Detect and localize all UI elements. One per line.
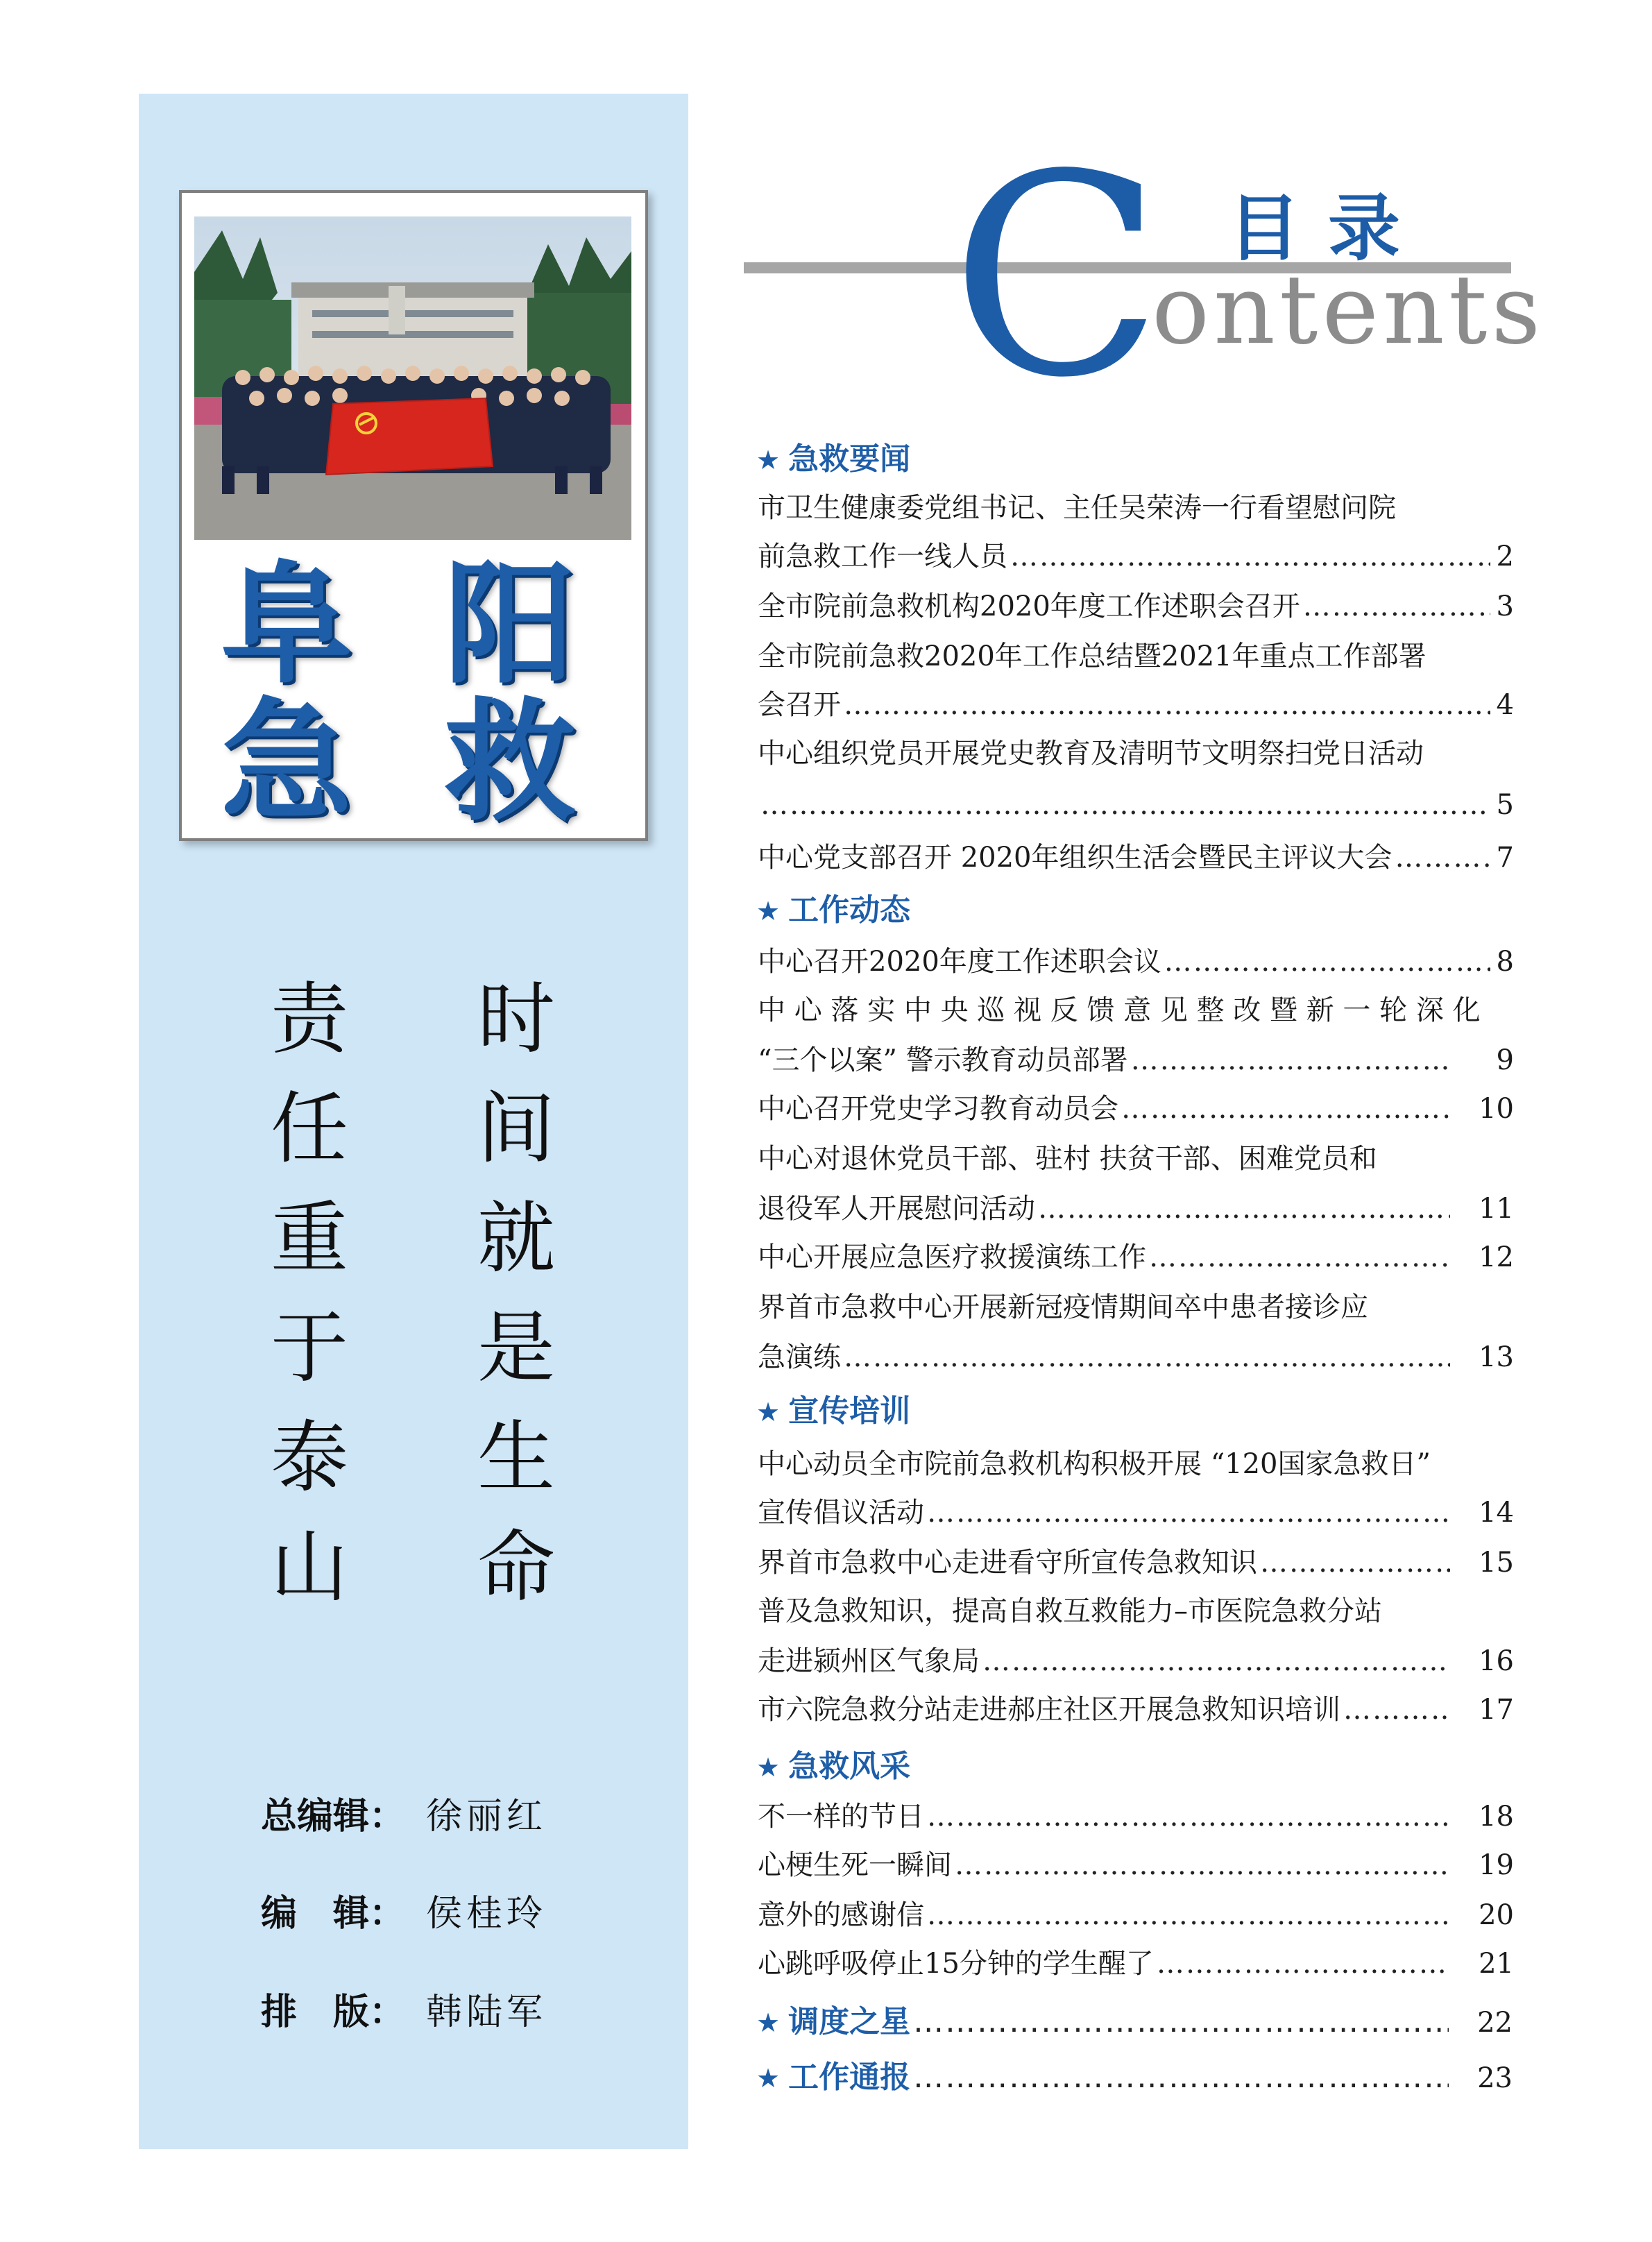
entry-text: 前急救工作一线人员: [758, 541, 1007, 572]
entry-text: 市卫生健康委党组书记、主任吴荣涛一行看望慰问院: [758, 492, 1396, 524]
star-icon: ★: [756, 1752, 781, 1783]
leader-dots: [844, 1336, 1450, 1378]
entry-text: 中心组织党员开展党史教育及清明节文明祭扫党日活动: [758, 738, 1424, 770]
toc-section-heading[interactable]: [756, 1746, 910, 1788]
toc-entry-line[interactable]: [758, 990, 1514, 1031]
motto-char: 时: [477, 974, 555, 1064]
credit-name: 徐丽红: [426, 1796, 547, 1837]
toc-section-heading[interactable]: [756, 890, 910, 932]
entry-text: 走进颍州区气象局: [758, 1645, 980, 1677]
group-photo-illustration: [194, 216, 631, 540]
motto-char: 泰: [271, 1413, 348, 1503]
page-number: 5: [1496, 789, 1514, 821]
toc-section-heading[interactable]: [756, 1391, 910, 1433]
toc-entry-line[interactable]: [758, 1844, 1514, 1886]
motto-char: 于: [271, 1303, 348, 1393]
credit-editor: [261, 1886, 547, 1942]
toc-entry-line[interactable]: [758, 684, 1514, 726]
entry-text: 中心党支部召开 2020年组织生活会暨民主评议大会: [758, 842, 1393, 874]
leader-dots: [1121, 1088, 1450, 1130]
star-icon: ★: [756, 2007, 781, 2038]
toc-section-heading[interactable]: [756, 2001, 1513, 2044]
section-title: 急救要闻: [788, 441, 911, 477]
toc-entry-line[interactable]: [758, 1088, 1514, 1130]
leader-dots: [1164, 941, 1490, 983]
leader-dots: [1395, 837, 1490, 878]
toc-entry-line[interactable]: [758, 733, 1514, 774]
toc-entry-line[interactable]: [758, 1796, 1514, 1837]
credit-label: 总编辑：: [261, 1796, 406, 1837]
group-photo: [194, 216, 631, 540]
toc-entry-line[interactable]: [758, 636, 1514, 677]
toc-entry-line[interactable]: [758, 941, 1514, 983]
toc-entry-line[interactable]: [758, 1894, 1514, 1936]
entry-text: 界首市急救中心走进看守所宣传急救知识: [758, 1547, 1257, 1579]
toc-entry-line[interactable]: [758, 1286, 1514, 1328]
logo-char-ji: 急: [221, 686, 353, 839]
leader-dots: [927, 1894, 1450, 1936]
entry-text: 中心动员全市院前急救机构积极开展 “120国家急救日”: [758, 1448, 1431, 1480]
page-number: 11: [1479, 1193, 1514, 1225]
leader-dots: [913, 2057, 1449, 2098]
contents-big-c: C: [951, 116, 1164, 439]
entry-text: 中 心 落 实 中 央 巡 视 反 馈 意 见 整 改 暨 新 一 轮 深 化: [758, 994, 1481, 1026]
entry-text: 心梗生死一瞬间: [758, 1849, 952, 1881]
section-title: 急救风采: [788, 1749, 911, 1784]
toc-entry-line[interactable]: [758, 1336, 1514, 1378]
contents-word: ontents: [1152, 254, 1545, 366]
leader-dots: [955, 1844, 1450, 1886]
toc-entry-line[interactable]: [758, 487, 1514, 529]
motto-char: 命: [477, 1522, 555, 1613]
toc-entry-line[interactable]: [758, 1443, 1514, 1485]
leader-dots: [1343, 1689, 1450, 1731]
motto-char: 间: [477, 1084, 555, 1174]
star-icon: ★: [756, 1397, 781, 1427]
leader-dots: [982, 1640, 1450, 1682]
entry-text: 全市院前急救2020年工作总结暨2021年重点工作部署: [758, 640, 1427, 672]
leader-dots: [844, 684, 1490, 726]
page-number: 13: [1479, 1341, 1514, 1373]
leader-dots: [760, 784, 1490, 826]
motto-right-column: [461, 965, 572, 1622]
motto-char: 是: [477, 1303, 555, 1393]
leader-dots: [1038, 1188, 1450, 1230]
star-icon: ★: [756, 2063, 781, 2094]
credit-chief-editor: [261, 1789, 547, 1844]
motto-char: 山: [271, 1522, 348, 1613]
page-number: 16: [1479, 1645, 1514, 1677]
entry-text: 不一样的节日: [758, 1801, 924, 1833]
page-number: 22: [1477, 2007, 1513, 2039]
entry-text: 普及急救知识，提高自救互救能力–市医院急救分站: [758, 1595, 1382, 1627]
entry-text: 中心开展应急医疗救援演练工作: [758, 1241, 1146, 1273]
page-number: 23: [1477, 2062, 1513, 2094]
entry-text: 中心对退休党员干部、驻村 扶贫干部、困难党员和: [758, 1143, 1377, 1175]
page-number: 15: [1479, 1547, 1514, 1579]
leader-dots: [1131, 1039, 1450, 1081]
credit-label: 编 辑：: [261, 1893, 406, 1935]
page-number: 9: [1496, 1044, 1514, 1076]
toc-entry-line[interactable]: [758, 837, 1514, 878]
toc-entry-line[interactable]: [758, 1039, 1514, 1081]
section-title: 宣传培训: [788, 1393, 911, 1429]
toc-entry-line[interactable]: [758, 1492, 1514, 1534]
entry-text: 界首市急救中心开展新冠疫情期间卒中患者接诊应: [758, 1291, 1368, 1323]
logo-char-yang: 阳: [444, 548, 577, 702]
toc-entry-line[interactable]: [758, 1590, 1514, 1632]
credit-label: 排 版：: [261, 1992, 406, 2033]
leader-dots: [927, 1492, 1450, 1534]
entry-text: 宣传倡议活动: [758, 1497, 924, 1529]
leader-dots: [927, 1796, 1450, 1837]
toc-entry-line[interactable]: [758, 1188, 1514, 1230]
leader-dots: [1157, 1943, 1450, 1985]
page-number: 12: [1479, 1241, 1514, 1273]
page-number: 14: [1479, 1497, 1514, 1529]
star-icon: ★: [756, 445, 781, 475]
page-number: 10: [1479, 1093, 1514, 1125]
toc-entry-line[interactable]: [758, 1640, 1514, 1682]
page-number: 19: [1479, 1849, 1514, 1881]
page-title: 目录: [1228, 186, 1429, 271]
entry-text: 市六院急救分站走进郝庄社区开展急救知识培训: [758, 1694, 1340, 1726]
credit-layout: [261, 1985, 547, 2040]
leader-dots: [1010, 536, 1490, 577]
section-title: 工作动态: [788, 892, 911, 928]
toc-section-heading[interactable]: [756, 2057, 1513, 2099]
leader-dots: [1149, 1237, 1450, 1278]
entry-text: 中心召开党史学习教育动员会: [758, 1093, 1118, 1125]
page-number: 3: [1496, 591, 1514, 622]
leader-dots: [1303, 586, 1490, 627]
motto-char: 就: [477, 1194, 555, 1284]
page-number: 18: [1479, 1801, 1514, 1833]
motto-char: 任: [271, 1084, 348, 1174]
entry-text: 退役军人开展慰问活动: [758, 1193, 1035, 1225]
page-number: 21: [1479, 1948, 1514, 1980]
leader-dots: [913, 2001, 1449, 2043]
star-icon: ★: [756, 896, 781, 926]
motto-char: 责: [271, 974, 348, 1064]
page-number: 8: [1496, 946, 1514, 978]
toc-entry-line[interactable]: [758, 1943, 1514, 1985]
leader-dots: [1260, 1542, 1450, 1583]
motto-left-column: [254, 965, 365, 1622]
toc-entry-line[interactable]: [758, 784, 1514, 826]
logo-char-jiu: 救: [444, 686, 577, 839]
motto-char: 生: [477, 1413, 555, 1503]
toc-entry-line[interactable]: [758, 536, 1514, 577]
entry-text: 心跳呼吸停止15分钟的学生醒了: [758, 1948, 1154, 1980]
logo-char-fu: 阜: [221, 548, 353, 702]
entry-text: “三个以案” 警示教育动员部署: [758, 1044, 1128, 1076]
toc-entry-line[interactable]: [758, 586, 1514, 627]
section-title: 调度之星: [788, 2004, 911, 2039]
page-number: 7: [1496, 842, 1514, 874]
toc-entry-line[interactable]: [758, 1138, 1514, 1180]
page-number: 17: [1479, 1694, 1514, 1726]
page-number: 2: [1496, 541, 1514, 572]
toc-entry-line[interactable]: [758, 1542, 1514, 1583]
entry-text: 会召开: [758, 689, 841, 721]
entry-text: 全市院前急救机构2020年度工作述职会召开: [758, 591, 1300, 622]
entry-text: 意外的感谢信: [758, 1899, 924, 1931]
section-title: 工作通报: [788, 2060, 911, 2095]
credit-name: 韩陆军: [426, 1992, 547, 2033]
toc-section-heading[interactable]: [756, 439, 910, 481]
toc-entry-line[interactable]: [758, 1689, 1514, 1731]
motto-char: 重: [271, 1194, 348, 1284]
entry-text: 中心召开2020年度工作述职会议: [758, 946, 1161, 978]
credit-name: 侯桂玲: [426, 1893, 547, 1935]
page-number: 20: [1479, 1899, 1514, 1931]
toc-entry-line[interactable]: [758, 1237, 1514, 1278]
entry-text: 急演练: [758, 1341, 841, 1373]
page-number: 4: [1496, 689, 1514, 721]
